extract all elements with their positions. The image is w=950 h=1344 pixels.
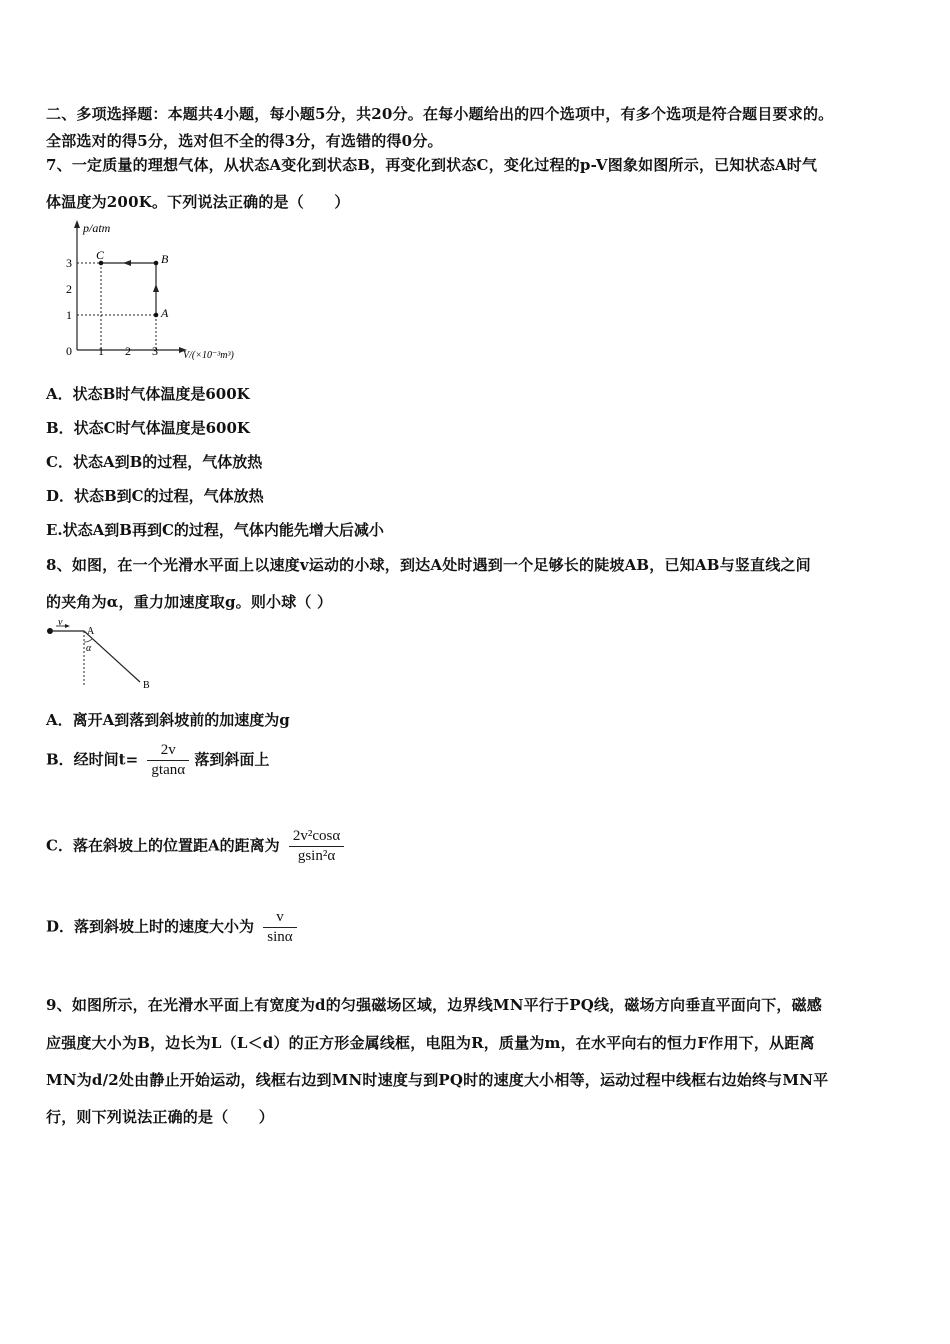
q7-option-b: B．状态C时气体温度是600K — [46, 419, 250, 437]
q8-option-b-prefix: B．经时间t= — [46, 750, 139, 769]
y-axis-label: p/atm — [83, 221, 111, 235]
q8-option-b-suffix: 落到斜面上 — [194, 750, 270, 769]
fraction-numerator: 2v — [147, 742, 189, 761]
q7-option-c: C．状态A到B的过程，气体放热 — [46, 453, 263, 471]
y-tick-2: 2 — [66, 282, 72, 296]
q7-option-d: D．状态B到C的过程，气体放热 — [46, 487, 264, 505]
x-tick-3: 3 — [152, 344, 158, 358]
x-axis-label: V/(×10⁻³m³) — [183, 350, 234, 361]
q9-stem-line3: MN为d/2处由静止开始运动，线框右边到MN时速度与到PQ时的速度大小相等，运动过程中线框右边始终与MN平 — [46, 1071, 829, 1089]
q7-stem-line1: 7、一定质量的理想气体，从状态A变化到状态B，再变化到状态C，变化过程的p-V图象如图所示，已知状态A时气 — [46, 156, 818, 174]
q8-option-c — [46, 828, 344, 865]
q8-slope-figure — [42, 618, 162, 694]
q8-option-d-fraction — [263, 909, 296, 946]
q8-option-b-fraction — [147, 742, 189, 779]
q9-stem-line4: 行，则下列说法正确的是（ ） — [46, 1108, 275, 1126]
section-header-line1: 二、多项选择题：本题共4小题，每小题5分，共20分。在每小题给出的四个选项中，有多个选项是符合题目要求的。 — [46, 105, 834, 123]
q8-stem-line1: 8、如图，在一个光滑水平面上以速度v运动的小球，到达A处时遇到一个足够长的陡坡AB，已知AB与竖直线之间 — [46, 556, 811, 574]
q8-option-b — [46, 742, 269, 779]
q8-option-d-prefix: D．落到斜坡上时的速度大小为 — [46, 917, 255, 936]
fraction-numerator: v — [263, 909, 296, 928]
fraction-denominator: sinα — [267, 929, 293, 945]
label-b: B — [161, 252, 169, 266]
q8-stem-line2: 的夹角为α，重力加速度取g。则小球（ ） — [46, 593, 333, 611]
y-tick-3: 3 — [66, 256, 72, 270]
q7-pv-graph — [55, 218, 265, 366]
y-tick-1: 1 — [66, 308, 72, 322]
q9-stem-line2: 应强度大小为B，边长为L（L＜d）的正方形金属线框，电阻为R，质量为m，在水平向右的恒力F作用下，从距离 — [46, 1034, 815, 1052]
point-a-label: A — [87, 626, 95, 637]
q8-option-c-fraction — [289, 828, 344, 865]
q8-option-c-prefix: C．落在斜坡上的位置距A的距离为 — [46, 836, 280, 855]
point-b — [154, 261, 159, 266]
velocity-label: v — [58, 618, 63, 628]
q9-stem-line1: 9、如图所示，在光滑水平面上有宽度为d的匀强磁场区域，边界线MN平行于PQ线，磁场方向垂直平面向下，磁感 — [46, 996, 822, 1014]
fraction-numerator: 2v²cosα — [289, 828, 344, 847]
fraction-denominator: gtanα — [151, 762, 186, 778]
q7-option-e: E.状态A到B再到C的过程，气体内能先增大后减小 — [46, 521, 384, 539]
label-c: C — [96, 248, 105, 262]
q7-stem-line2: 体温度为200K。下列说法正确的是（ ） — [46, 193, 350, 211]
x-tick-2: 2 — [125, 344, 131, 358]
point-b-label: B — [143, 680, 150, 691]
q7-option-a: A．状态B时气体温度是600K — [46, 385, 250, 403]
x-tick-1: 1 — [98, 344, 104, 358]
q8-option-a: A．离开A到落到斜坡前的加速度为g — [46, 711, 290, 729]
origin-label: 0 — [66, 344, 72, 358]
point-a — [154, 313, 159, 318]
q8-option-d — [46, 909, 297, 946]
label-a: A — [161, 306, 169, 320]
alpha-label: α — [86, 643, 92, 654]
fraction-denominator: gsin²α — [297, 848, 336, 864]
section-header-line2: 全部选对的得5分，选对但不全的得3分，有选错的得0分。 — [46, 132, 443, 150]
